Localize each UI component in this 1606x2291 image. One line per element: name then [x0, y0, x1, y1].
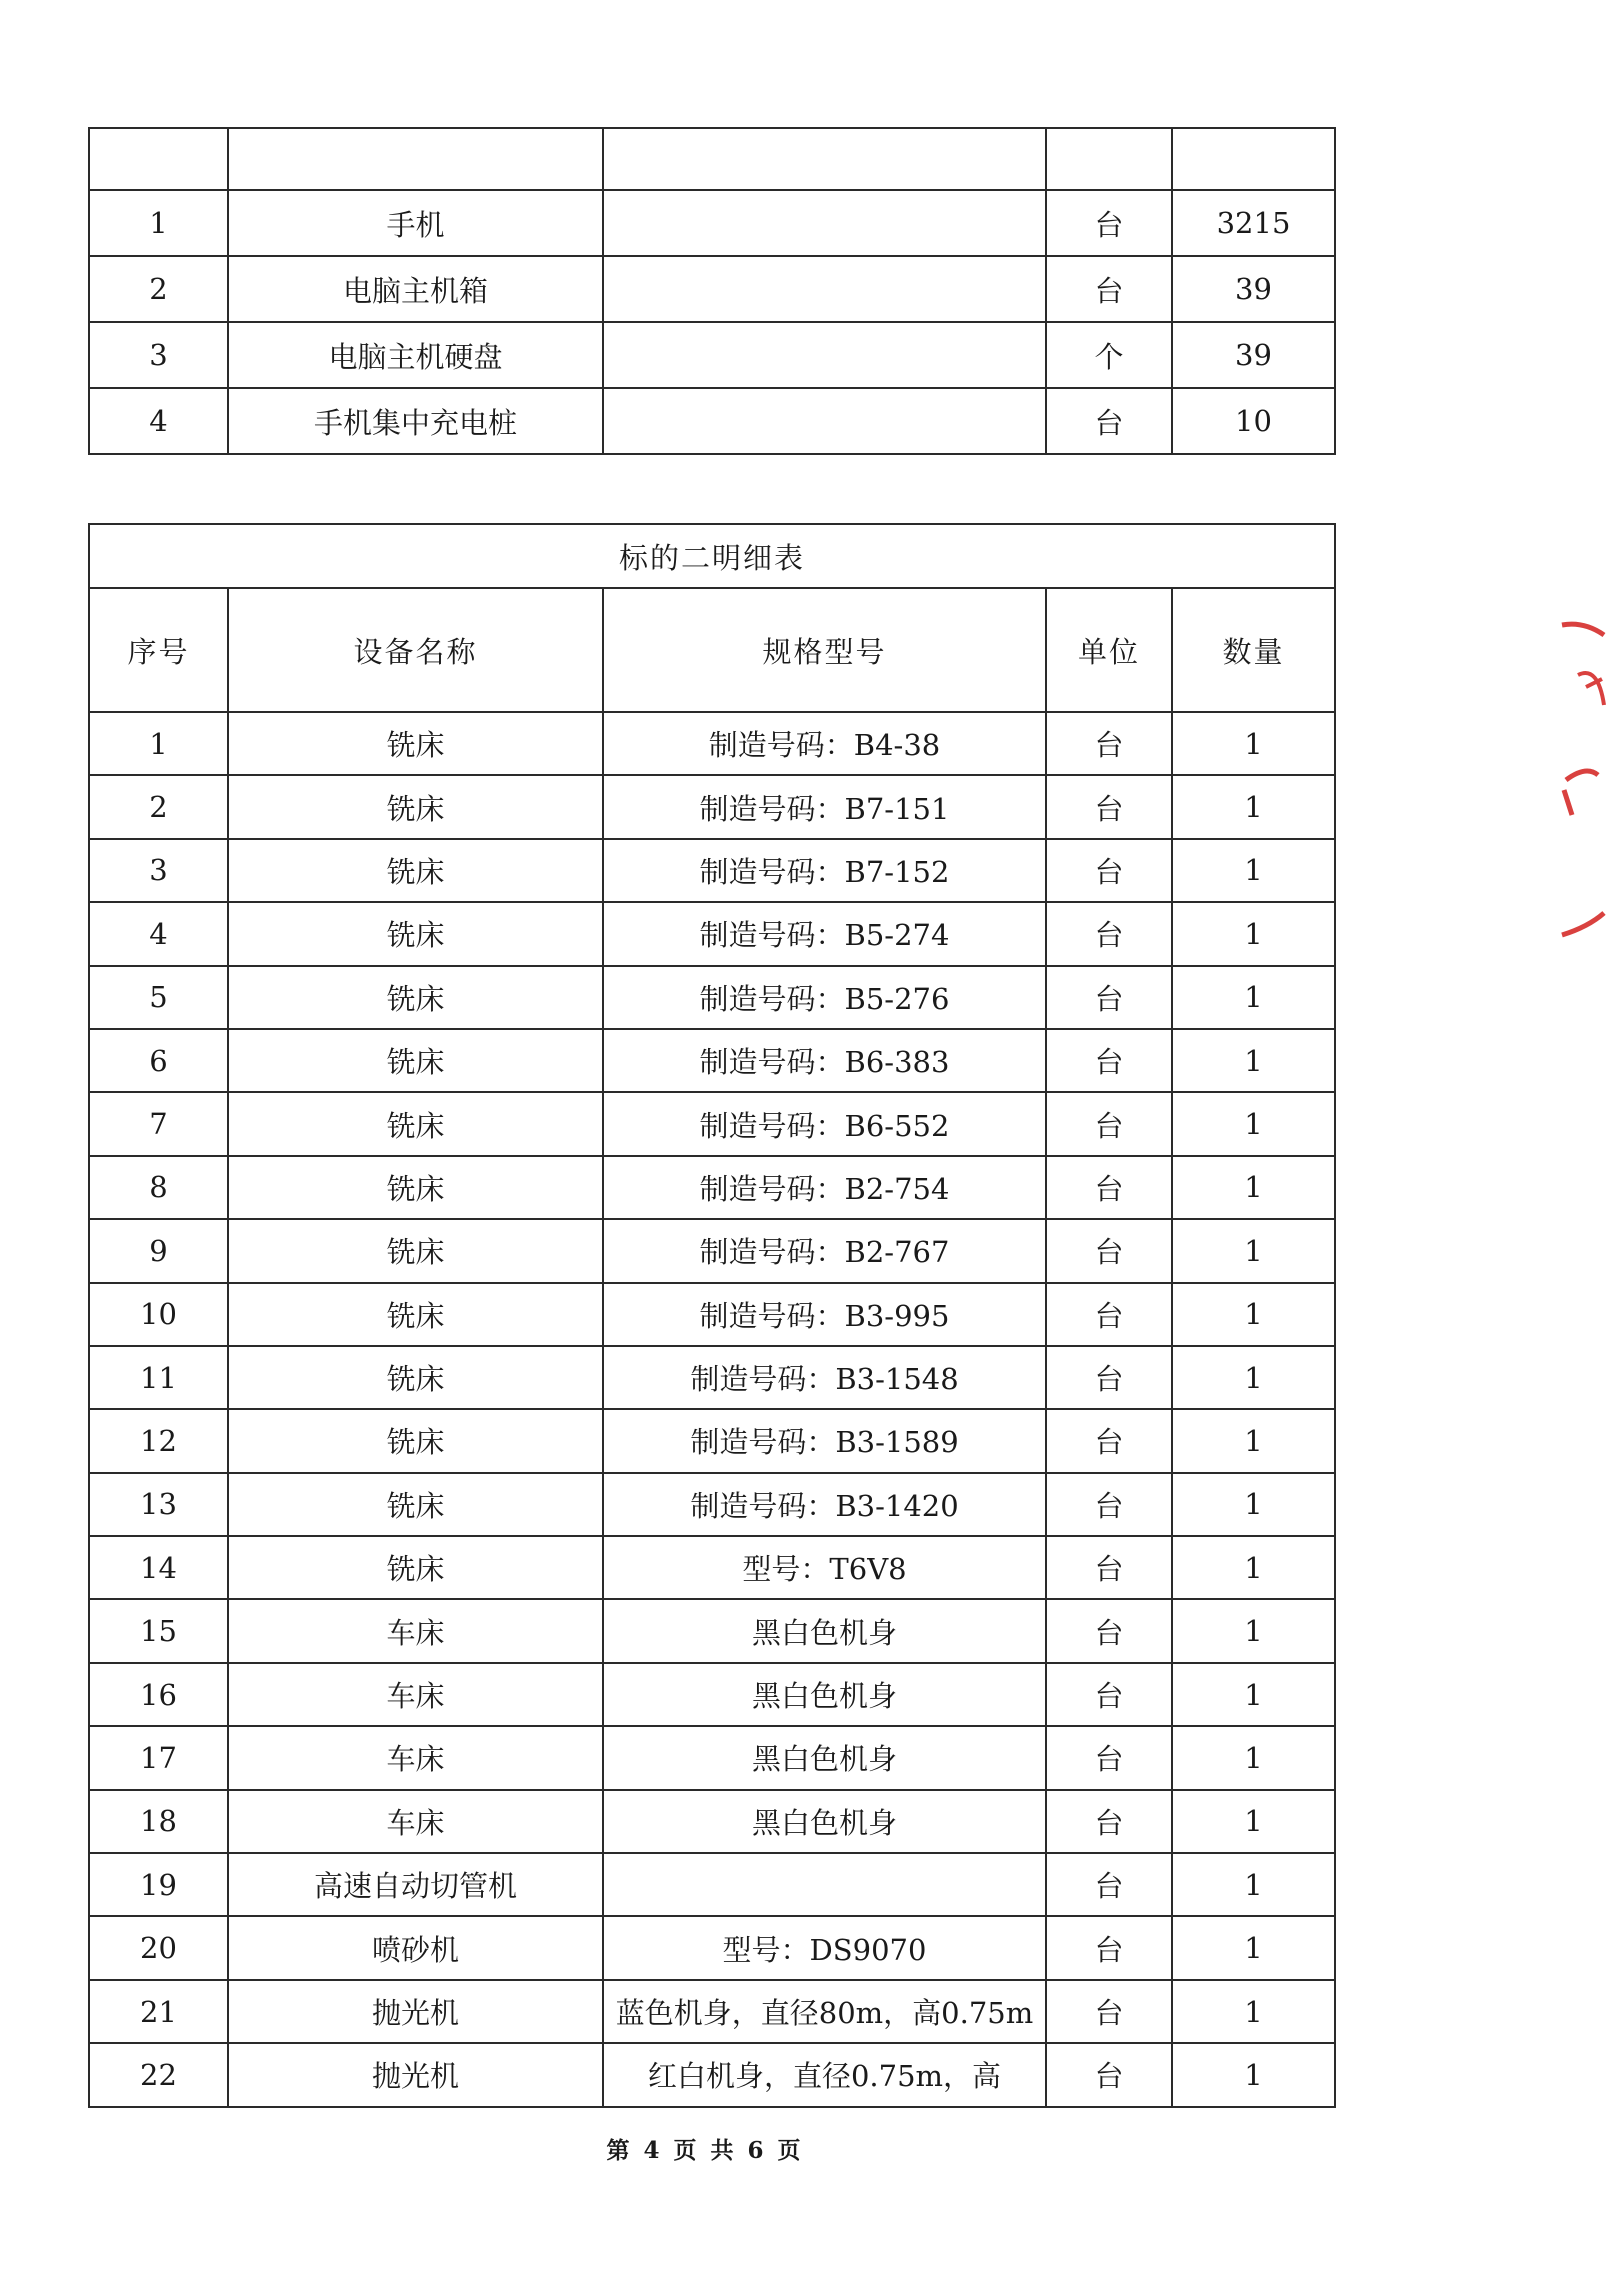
cell-no: 2 [89, 775, 228, 838]
table-row [89, 1916, 1335, 1979]
cell-no: 1 [89, 712, 228, 775]
cell-name: 车床 [228, 1599, 603, 1662]
cell-spec: 红白机身，直径0.75m，高 [603, 2043, 1046, 2106]
cell-unit: 台 [1046, 1853, 1172, 1916]
cell-spec: 制造号码：B5-276 [603, 966, 1046, 1029]
cell-qty: 1 [1172, 1853, 1335, 1916]
cell-spec: 制造号码：B7-151 [603, 775, 1046, 838]
cell-name: 电脑主机硬盘 [228, 322, 603, 388]
cell-name: 车床 [228, 1663, 603, 1726]
page-footer: 第 4 页 共 6 页 [606, 2137, 804, 2164]
cell-name: 铣床 [228, 1092, 603, 1155]
cell-name: 铣床 [228, 1029, 603, 1092]
cell-name: 铣床 [228, 775, 603, 838]
cell-spec: 型号：DS9070 [603, 1916, 1046, 1979]
cell-no: 3 [89, 839, 228, 902]
cell-name: 铣床 [228, 1536, 603, 1599]
cell-qty: 39 [1172, 322, 1335, 388]
cell-qty: 1 [1172, 712, 1335, 775]
header-name: 设备名称 [228, 588, 603, 712]
cell-unit: 台 [1046, 1663, 1172, 1726]
cell-spec: 制造号码：B7-152 [603, 839, 1046, 902]
cell-no: 20 [89, 1916, 228, 1979]
cell-qty: 1 [1172, 839, 1335, 902]
cell-unit: 台 [1046, 256, 1172, 322]
cell-spec: 蓝色机身，直径80m，高0.75m [603, 1980, 1046, 2043]
cell-no: 19 [89, 1853, 228, 1916]
cell-unit: 台 [1046, 190, 1172, 256]
cell-spec [603, 388, 1046, 454]
cell-unit: 台 [1046, 1409, 1172, 1472]
equipment-table-2 [88, 523, 1336, 2108]
cell-spec: 型号：T6V8 [603, 1536, 1046, 1599]
table-row [89, 775, 1335, 838]
cell-unit: 台 [1046, 839, 1172, 902]
cell-no: 22 [89, 2043, 228, 2106]
table-row [89, 1219, 1335, 1282]
cell-no: 21 [89, 1980, 228, 2043]
table-row [89, 1346, 1335, 1409]
cell-name: 抛光机 [228, 1980, 603, 2043]
cell-no: 7 [89, 1092, 228, 1155]
table-row [89, 1599, 1335, 1662]
cell-no: 9 [89, 1219, 228, 1282]
cell-no: 13 [89, 1473, 228, 1536]
cell-spec: 制造号码：B3-1548 [603, 1346, 1046, 1409]
cell-unit: 台 [1046, 712, 1172, 775]
cell-qty: 1 [1172, 1283, 1335, 1346]
cell-qty: 1 [1172, 1473, 1335, 1536]
cell-unit: 台 [1046, 966, 1172, 1029]
cell-no: 3 [89, 322, 228, 388]
table-row [89, 1790, 1335, 1853]
cell-qty: 1 [1172, 1156, 1335, 1219]
cell-qty: 1 [1172, 1916, 1335, 1979]
cell-qty: 1 [1172, 1790, 1335, 1853]
cell-qty: 1 [1172, 1219, 1335, 1282]
cell-no: 4 [89, 388, 228, 454]
table-row [89, 1473, 1335, 1536]
cell-qty: 1 [1172, 966, 1335, 1029]
cell-qty: 1 [1172, 1409, 1335, 1472]
cell-name: 铣床 [228, 1409, 603, 1472]
cell-spec: 黑白色机身 [603, 1663, 1046, 1726]
cell-unit: 台 [1046, 1092, 1172, 1155]
table-row [89, 388, 1335, 454]
cell-spec: 黑白色机身 [603, 1790, 1046, 1853]
table-row [89, 2043, 1335, 2106]
table-row [89, 1283, 1335, 1346]
cell-spec: 制造号码：B3-1420 [603, 1473, 1046, 1536]
cell-qty: 1 [1172, 1980, 1335, 2043]
cell-name: 铣床 [228, 1156, 603, 1219]
table-row [89, 1663, 1335, 1726]
cell-spec: 黑白色机身 [603, 1726, 1046, 1789]
cell-name: 铣床 [228, 1346, 603, 1409]
cell-no: 17 [89, 1726, 228, 1789]
cell-unit: 个 [1046, 322, 1172, 388]
table-row [89, 190, 1335, 256]
table-row [89, 902, 1335, 965]
cell-no: 8 [89, 1156, 228, 1219]
cell-qty: 1 [1172, 1029, 1335, 1092]
cell-unit: 台 [1046, 1599, 1172, 1662]
cell-spec: 制造号码：B2-754 [603, 1156, 1046, 1219]
cell-name: 铣床 [228, 1473, 603, 1536]
cell-unit: 台 [1046, 902, 1172, 965]
cell-no: 12 [89, 1409, 228, 1472]
cell-no: 1 [89, 190, 228, 256]
cell-name: 铣床 [228, 712, 603, 775]
cell-unit: 台 [1046, 1219, 1172, 1282]
cell-unit: 台 [1046, 2043, 1172, 2106]
table-row [89, 1409, 1335, 1472]
header-unit: 单位 [1046, 588, 1172, 712]
table-title-row [89, 524, 1335, 588]
cell-qty: 1 [1172, 1092, 1335, 1155]
cell-unit: 台 [1046, 1346, 1172, 1409]
cell-spec [603, 322, 1046, 388]
cell-unit: 台 [1046, 1283, 1172, 1346]
table-row [89, 1156, 1335, 1219]
cell-name: 车床 [228, 1790, 603, 1853]
table-row [89, 839, 1335, 902]
cell-spec: 黑白色机身 [603, 1599, 1046, 1662]
cell-unit: 台 [1046, 388, 1172, 454]
table-row [89, 712, 1335, 775]
cell-name: 手机集中充电桩 [228, 388, 603, 454]
cell-no: 10 [89, 1283, 228, 1346]
table-row [89, 322, 1335, 388]
column-header-row [89, 588, 1335, 712]
cell-spec [603, 1853, 1046, 1916]
cell-name: 铣床 [228, 902, 603, 965]
cell-qty: 3215 [1172, 190, 1335, 256]
cell-unit: 台 [1046, 1156, 1172, 1219]
red-stamp-fragment [1558, 615, 1606, 945]
cell-unit: 台 [1046, 1536, 1172, 1599]
cell-no: 18 [89, 1790, 228, 1853]
cell-name: 高速自动切管机 [228, 1853, 603, 1916]
cell-name: 铣床 [228, 1283, 603, 1346]
cell-name: 手机 [228, 190, 603, 256]
header-no: 序号 [89, 588, 228, 712]
table-row [89, 1536, 1335, 1599]
cell-spec: 制造号码：B5-274 [603, 902, 1046, 965]
cell-qty: 1 [1172, 1536, 1335, 1599]
cell-spec [603, 256, 1046, 322]
table-row [89, 1980, 1335, 2043]
cell-no: 15 [89, 1599, 228, 1662]
table-header-row-blank [89, 128, 1335, 190]
cell-unit: 台 [1046, 1726, 1172, 1789]
cell-qty: 1 [1172, 1346, 1335, 1409]
cell-spec [603, 190, 1046, 256]
cell-qty: 1 [1172, 902, 1335, 965]
cell-unit: 台 [1046, 1473, 1172, 1536]
table-row [89, 1092, 1335, 1155]
table-row [89, 256, 1335, 322]
cell-unit: 台 [1046, 1916, 1172, 1979]
cell-qty: 1 [1172, 1726, 1335, 1789]
cell-name: 抛光机 [228, 2043, 603, 2106]
cell-spec: 制造号码：B3-995 [603, 1283, 1046, 1346]
table-row [89, 1029, 1335, 1092]
cell-qty: 39 [1172, 256, 1335, 322]
cell-no: 14 [89, 1536, 228, 1599]
header-spec: 规格型号 [603, 588, 1046, 712]
cell-spec: 制造号码：B3-1589 [603, 1409, 1046, 1472]
cell-no: 6 [89, 1029, 228, 1092]
cell-qty: 1 [1172, 1663, 1335, 1726]
cell-name: 电脑主机箱 [228, 256, 603, 322]
equipment-table-1 [88, 127, 1336, 455]
cell-unit: 台 [1046, 1029, 1172, 1092]
cell-spec: 制造号码：B6-383 [603, 1029, 1046, 1092]
cell-name: 车床 [228, 1726, 603, 1789]
cell-no: 11 [89, 1346, 228, 1409]
cell-spec: 制造号码：B6-552 [603, 1092, 1046, 1155]
cell-qty: 1 [1172, 775, 1335, 838]
cell-name: 铣床 [228, 839, 603, 902]
cell-unit: 台 [1046, 1980, 1172, 2043]
cell-spec: 制造号码：B4-38 [603, 712, 1046, 775]
table-row [89, 966, 1335, 1029]
table-row [89, 1853, 1335, 1916]
cell-qty: 1 [1172, 2043, 1335, 2106]
cell-no: 16 [89, 1663, 228, 1726]
cell-no: 2 [89, 256, 228, 322]
cell-name: 铣床 [228, 1219, 603, 1282]
cell-no: 4 [89, 902, 228, 965]
table-row [89, 1726, 1335, 1789]
cell-qty: 1 [1172, 1599, 1335, 1662]
cell-unit: 台 [1046, 775, 1172, 838]
cell-qty: 10 [1172, 388, 1335, 454]
cell-spec: 制造号码：B2-767 [603, 1219, 1046, 1282]
cell-no: 5 [89, 966, 228, 1029]
cell-name: 铣床 [228, 966, 603, 1029]
cell-unit: 台 [1046, 1790, 1172, 1853]
cell-name: 喷砂机 [228, 1916, 603, 1979]
header-qty: 数量 [1172, 588, 1335, 712]
table-title: 标的二明细表 [89, 524, 1335, 588]
